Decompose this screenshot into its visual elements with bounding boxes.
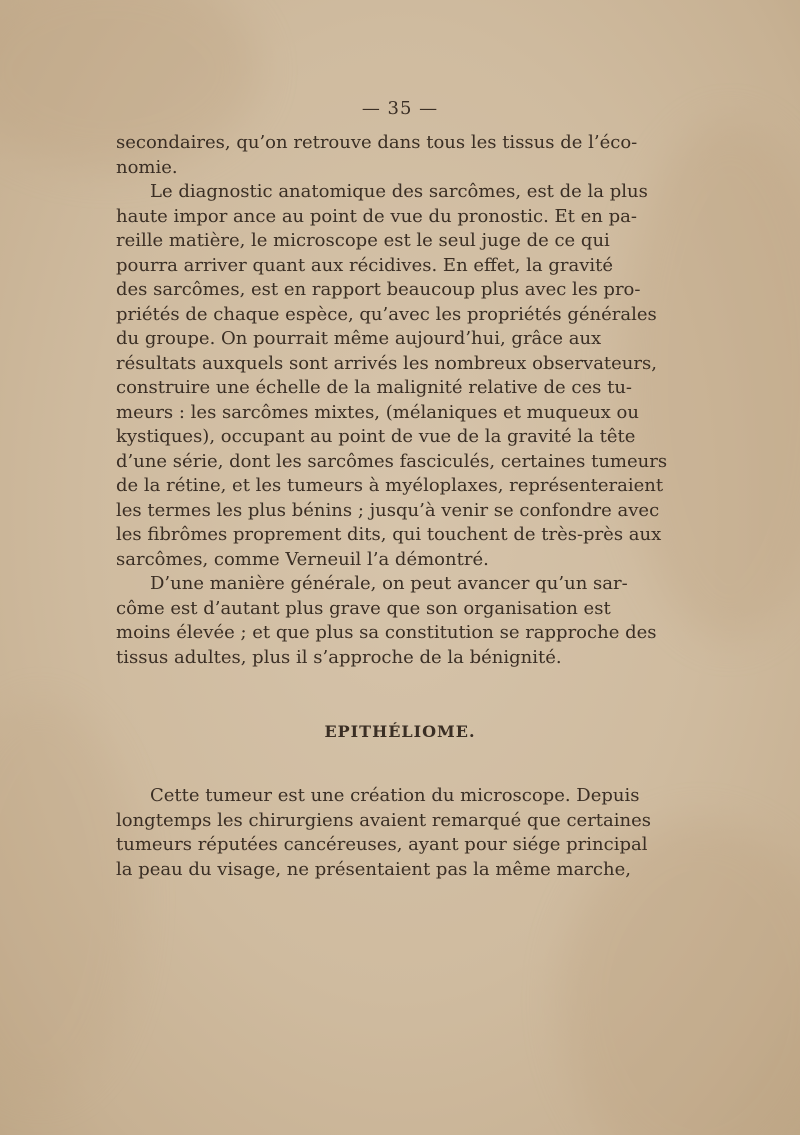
text-line: côme est d’autant plus grave que son organisation est — [116, 597, 611, 619]
section-body-text — [116, 784, 651, 882]
text-line: moins élevée ; et que plus sa constitution se rapproche des — [116, 622, 657, 643]
text-line: les termes les plus bénins ; jusqu’à venir se confondre avec — [116, 499, 660, 521]
body-text — [116, 131, 668, 670]
text-line: Cette tumeur est une création du microscope. Depuis — [150, 785, 640, 806]
text-line: tumeurs réputées cancéreuses, ayant pour siége principal — [116, 834, 648, 855]
page-number: — 35 — — [361, 98, 439, 119]
text-line: du groupe. On pourrait même aujourd’hui, grâce aux — [116, 328, 602, 349]
text-line: pourra arriver quant aux récidives. En effet, la gravité — [116, 254, 614, 276]
text-line: haute impor ance au point de vue du pronostic. Et en pa- — [116, 205, 637, 227]
text-line: la peau du visage, ne présentaient pas la même marche, — [116, 858, 631, 880]
text-line: reille matière, le microscope est le seul juge de ce qui — [116, 230, 610, 251]
section-heading: EPITHÉLIOME. — [324, 722, 476, 741]
text-line: D’une manière générale, on peut avancer qu’un sar- — [150, 573, 628, 594]
text-line: Le diagnostic anatomique des sarcômes, est de la plus — [150, 181, 648, 202]
text-line: secondaires, qu’on retrouve dans tous les tissus de l’éco- — [116, 132, 638, 153]
text-line: d’une série, dont les sarcômes fasciculés, certaines tumeurs — [116, 450, 668, 472]
paper-stain — [0, 700, 140, 1100]
text-line: tissus adultes, plus il s’approche de la bénignité. — [116, 646, 562, 668]
text-line: priétés de chaque espèce, qu’avec les propriétés générales — [116, 303, 657, 325]
text-line: des sarcômes, est en rapport beaucoup plus avec les pro- — [116, 279, 641, 300]
text-line: kystiques), occupant au point de vue de la gravité la tête — [116, 426, 636, 447]
text-line: construire une échelle de la malignité relative de ces tu- — [116, 377, 633, 398]
text-line: de la rétine, et les tumeurs à myéloplaxes, représenteraient — [116, 475, 664, 496]
text-line: longtemps les chirurgiens avaient remarqué que certaines — [116, 809, 651, 831]
text-line: résultats auxquels sont arrivés les nombreux observateurs, — [116, 352, 657, 374]
text-line: sarcômes, comme Verneuil l’a démontré. — [116, 548, 489, 570]
text-line: les fibrômes proprement dits, qui touchent de très-près aux — [116, 524, 662, 545]
text-line: meurs : les sarcômes mixtes, (mélaniques et muqueux ou — [116, 401, 639, 423]
text-line: nomie. — [116, 156, 178, 178]
